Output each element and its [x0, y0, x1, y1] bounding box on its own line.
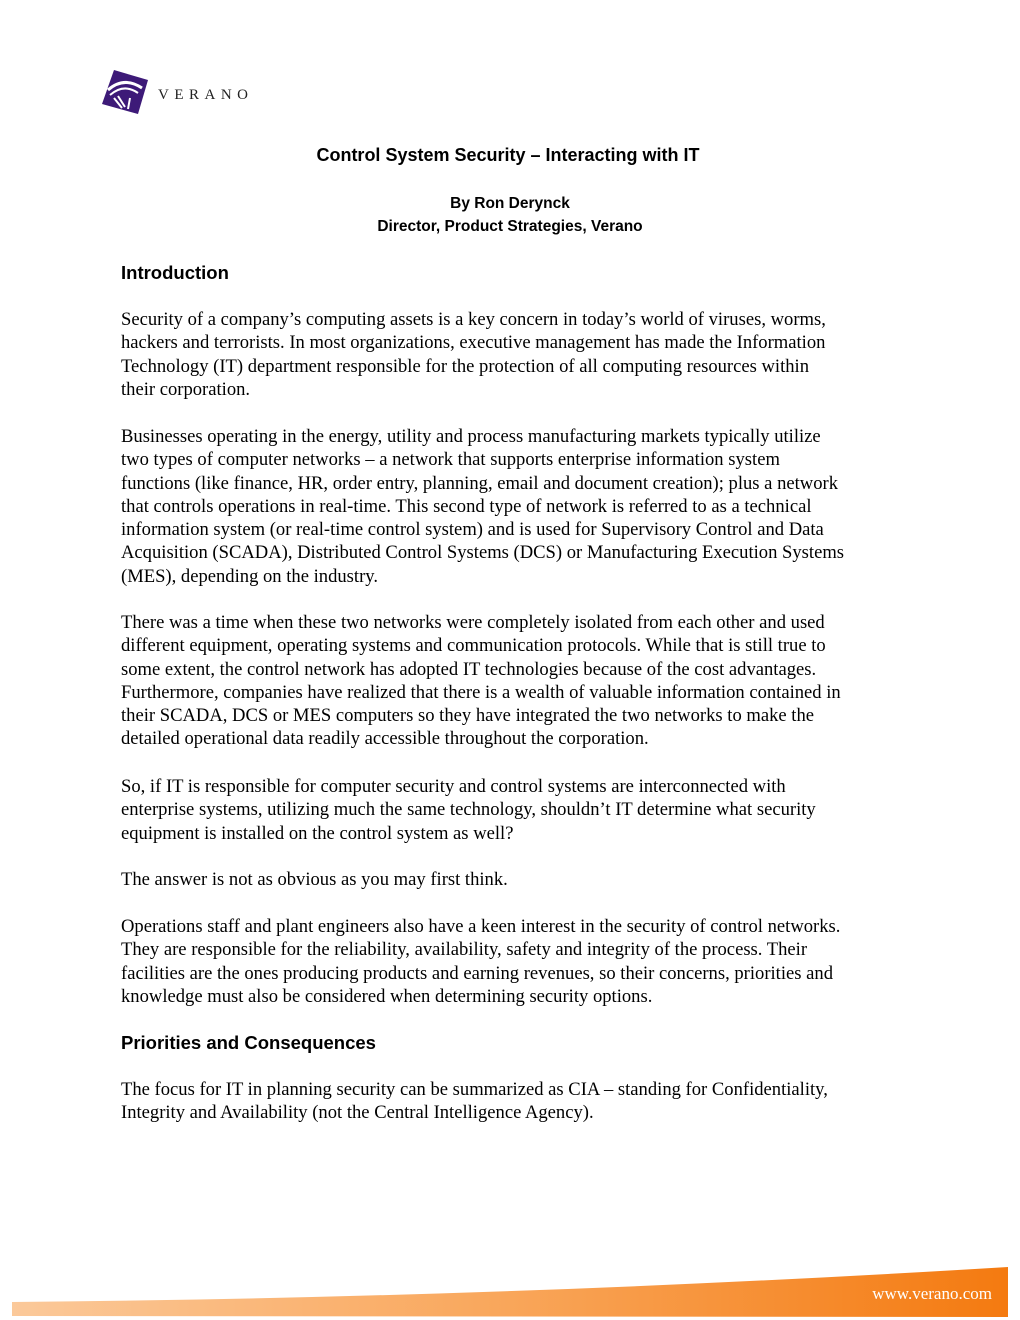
- paragraph-line: Businesses operating in the energy, utility and process manufacturing markets typically utilize: [121, 426, 821, 447]
- paragraph-line: Acquisition (SCADA), Distributed Control Systems (DCS) or Manufacturing Execution Systems: [121, 542, 845, 564]
- paragraph-line: Integrity and Availability (not the Central Intelligence Agency).: [121, 1102, 594, 1124]
- verano-logo: [100, 68, 260, 118]
- paragraph: [121, 868, 508, 891]
- paragraph-line: Operations staff and plant engineers also have a keen interest in the security of control networks.: [121, 916, 841, 937]
- paragraph: [121, 308, 826, 401]
- logo-wordmark: VERANO: [158, 87, 254, 103]
- paragraph-line: knowledge must also be considered when determining security options.: [121, 985, 653, 1007]
- paragraph-line: that controls operations in real-time. This second type of network is referred to as a technical: [121, 495, 812, 517]
- paragraph: [121, 775, 816, 845]
- section-heading-introduction: Introduction: [121, 262, 229, 283]
- footer-swoosh: [0, 1262, 1020, 1320]
- paragraph-line: The focus for IT in planning security can be summarized as CIA – standing for Confidentiality,: [121, 1079, 828, 1100]
- verano-mark-icon: [100, 68, 150, 116]
- section-heading-priorities: Priorities and Consequences: [121, 1032, 376, 1053]
- paragraph: [121, 611, 841, 751]
- paragraph-line: Furthermore, companies have realized that there is a wealth of valuable information contained in: [121, 681, 841, 703]
- paragraph: [121, 915, 840, 1008]
- paragraph-line: The answer is not as obvious as you may first think.: [121, 869, 508, 890]
- footer-website-link[interactable]: www.verano.com: [872, 1284, 992, 1303]
- paragraph-line: Technology (IT) department responsible for the protection of all computing resources within: [121, 355, 810, 377]
- paragraph-line: enterprise systems, utilizing much the same technology, shouldn’t IT determine what security: [121, 799, 816, 821]
- paragraph-line: their corporation.: [121, 378, 251, 400]
- paragraph-line: hackers and terrorists. In most organizations, executive management has made the Information: [121, 332, 826, 354]
- paragraph-line: some extent, the control network has adopted IT technologies because of the cost advantages.: [121, 658, 817, 680]
- paragraph-line: detailed operational data readily accessible throughout the corporation.: [121, 728, 649, 750]
- paragraph-line: So, if IT is responsible for computer security and control systems are interconnected with: [121, 776, 786, 797]
- paragraph-line: two types of computer networks – a network that supports enterprise information system: [121, 449, 780, 471]
- paragraph: [121, 425, 844, 588]
- author-name: By Ron Derynck: [450, 195, 570, 212]
- paragraph-line: facilities are the ones producing products and earning revenues, so their concerns, priorities and: [121, 962, 834, 984]
- paragraph: [121, 1078, 828, 1125]
- paragraph-line: equipment is installed on the control system as well?: [121, 822, 514, 844]
- paragraph-line: functions (like finance, HR, order entry, planning, email and document creation); plus a network: [121, 472, 839, 494]
- paragraph-line: information system (or real-time control system) and is used for Supervisory Control and Data: [121, 519, 824, 541]
- author-role: Director, Product Strategies, Verano: [377, 218, 643, 235]
- paragraph-line: They are responsible for the reliability, availability, safety and integrity of the process. Their: [121, 939, 808, 961]
- footer-banner: [0, 1262, 1020, 1320]
- document-title: Control System Security – Interacting with IT: [316, 145, 700, 165]
- paragraph-line: different equipment, operating systems and communication protocols. While that is still true to: [121, 635, 826, 657]
- paragraph-line: their SCADA, DCS or MES computers so they have integrated the two networks to make the: [121, 705, 815, 727]
- paragraph-line: There was a time when these two networks were completely isolated from each other and used: [121, 612, 825, 633]
- paragraph-line: (MES), depending on the industry.: [121, 565, 379, 587]
- paragraph-line: Security of a company’s computing assets is a key concern in today’s world of viruses, worms,: [121, 309, 826, 330]
